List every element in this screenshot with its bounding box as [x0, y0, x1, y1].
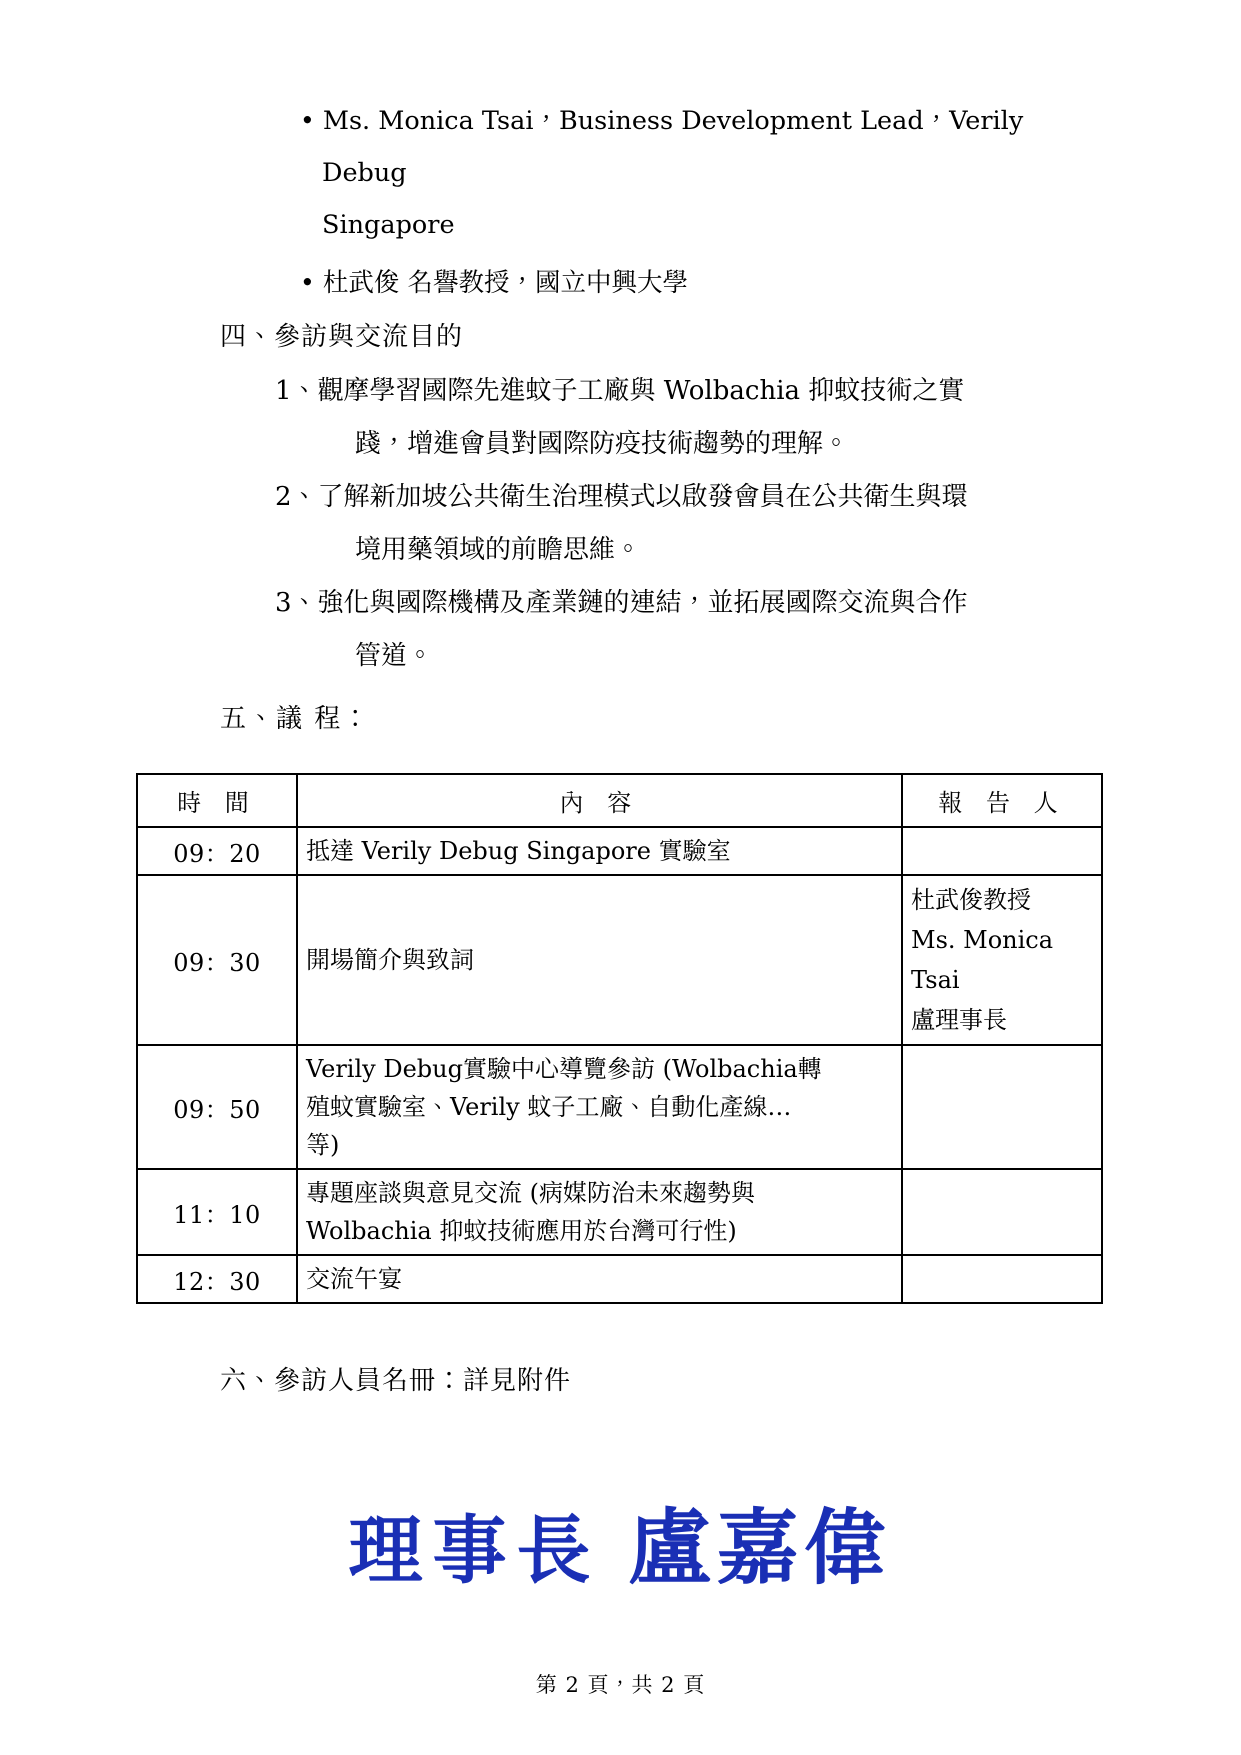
list-item-text: 觀摩學習國際先進蚊子工廠與 Wolbachia 抑蚊技術之實 [317, 376, 965, 406]
list-item-text: Ms. Monica Tsai，Business Development Lead，Verily Debug [322, 106, 1024, 188]
table-row [137, 1255, 1102, 1303]
signature-block [135, 1483, 1106, 1600]
cell-speaker [902, 875, 1102, 1045]
agenda-table [136, 773, 1103, 1304]
cell-content-line: 交流午宴 [306, 1265, 402, 1293]
column-header-content: 內 容 [297, 774, 902, 827]
table-row [137, 1169, 1102, 1255]
cell-speaker-line: Ms. Monica Tsai [911, 926, 1054, 994]
table-row [137, 875, 1102, 1045]
cell-content-line: 等) [306, 1131, 340, 1159]
cell-content-line: 開場簡介與致詞 [306, 946, 474, 974]
cell-time: 09：30 [137, 875, 297, 1045]
list-item [275, 577, 1106, 683]
cell-speaker [902, 1169, 1102, 1255]
list-item-text: 杜武俊 名譽教授，國立中興大學 [322, 268, 688, 298]
bullet-dot-icon: • [300, 106, 315, 135]
table-row [137, 827, 1102, 875]
cell-content [297, 1255, 902, 1303]
list-item-text: 強化與國際機構及產業鏈的連結，並拓展國際交流與合作 [317, 588, 968, 618]
cell-content-line: 殖蚊實驗室、Verily 蚊子工廠、自動化產線… [306, 1093, 792, 1121]
list-item-continuation [300, 199, 1106, 251]
cell-content-line: Wolbachia 抑蚊技術應用於台灣可行性) [306, 1217, 737, 1245]
cell-speaker [902, 1045, 1102, 1169]
cell-time: 11：10 [137, 1169, 297, 1255]
list-item [300, 257, 1106, 309]
purpose-list [275, 365, 1106, 683]
list-item-number: 1、 [275, 376, 318, 406]
list-item-text-cont: 境用藥領域的前瞻思維。 [355, 535, 642, 565]
cell-content-line: 專題座談與意見交流 (病媒防治未來趨勢與 [306, 1179, 755, 1207]
list-item-text: 了解新加坡公共衛生治理模式以啟發會員在公共衛生與環 [317, 482, 968, 512]
column-header-speaker: 報 告 人 [902, 774, 1102, 827]
list-item-number: 3、 [275, 588, 318, 618]
list-item-number: 2、 [275, 482, 318, 512]
agenda-table-container [136, 773, 1106, 1304]
signature-title: 理事長 [348, 1508, 601, 1594]
list-item [300, 95, 1106, 199]
signature-name: 盧嘉偉 [628, 1500, 893, 1596]
list-item [275, 471, 1106, 577]
speaker-bullet-list [300, 95, 1106, 309]
section-heading-six: 六、參訪人員名冊：詳見附件 [220, 1366, 572, 1396]
cell-content [297, 875, 902, 1045]
cell-time: 12：30 [137, 1255, 297, 1303]
list-item-text-cont: 踐，增進會員對國際防疫技術趨勢的理解。 [355, 429, 850, 459]
cell-speaker-line: 杜武俊教授 [911, 886, 1031, 914]
cell-time: 09：20 [137, 827, 297, 875]
list-item-text-cont: 管道。 [355, 641, 434, 671]
section-heading-five: 五、議 程： [220, 704, 371, 734]
list-item-text-cont: Singapore [322, 210, 455, 240]
cell-content-line: Verily Debug實驗中心導覽參訪 (Wolbachia轉 [306, 1055, 822, 1083]
bullet-dot-icon: • [300, 268, 315, 297]
cell-content [297, 827, 902, 875]
cell-content [297, 1169, 902, 1255]
cell-speaker [902, 827, 1102, 875]
cell-time: 09：50 [137, 1045, 297, 1169]
column-header-time: 時 間 [137, 774, 297, 827]
cell-speaker-line: 盧理事長 [911, 1006, 1007, 1034]
cell-speaker [902, 1255, 1102, 1303]
page-number: 第 2 頁，共 2 頁 [535, 1673, 706, 1697]
table-row [137, 1045, 1102, 1169]
table-header-row [137, 774, 1102, 827]
cell-content-line: 抵達 Verily Debug Singapore 實驗室 [306, 837, 731, 865]
cell-content [297, 1045, 902, 1169]
list-item [275, 365, 1106, 471]
section-heading-four: 四、參訪與交流目的 [220, 322, 464, 352]
